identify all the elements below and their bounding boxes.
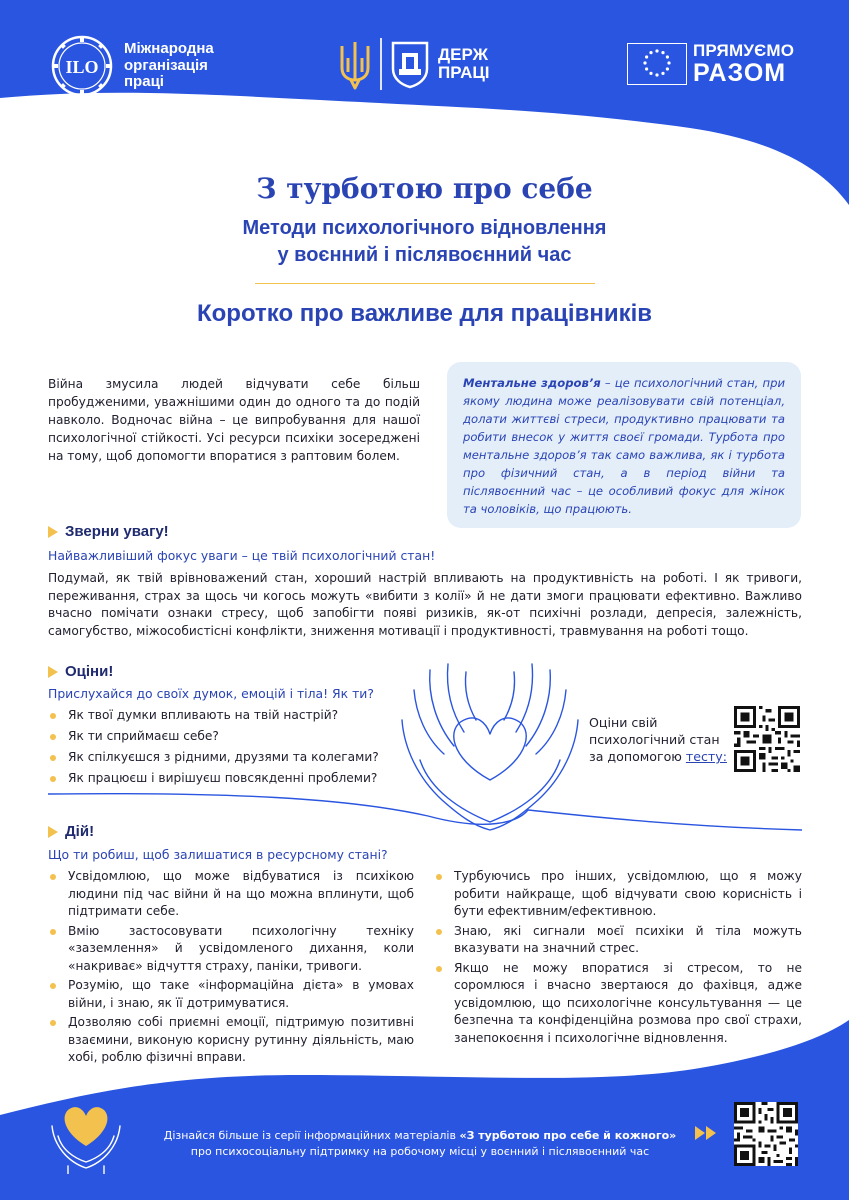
test-link[interactable]: тесту:: [685, 749, 727, 764]
page-title: З турботою про себе: [256, 172, 593, 205]
eu-stars-icon: [637, 47, 677, 81]
logo-divider: [380, 38, 382, 90]
footer-text: Дізнайся більше із серії інформаційних матеріалів «З турботою про себе й кожного» про психосоціальну підтримку на робочому місці у воєнний і післявоєнний час: [163, 1129, 677, 1158]
list-item: Знаю, які сигнали моєї психіки й тіла можуть вказувати на значний стрес.: [434, 923, 802, 958]
page-subtitle: Методи психологічного відновлення у воєнний і післявоєнний час: [242, 217, 607, 266]
list-item: Усвідомлюю, що може відбуватися із психікою людини під час війни й на що можна вплинути, щоб підтримати себе.: [48, 868, 414, 921]
ilo-logo-block: [50, 34, 214, 98]
act-list-right: [434, 868, 802, 1049]
assess-list: [48, 707, 408, 791]
title-block: [0, 172, 849, 328]
list-item: Як твої думки впливають на твій настрій?: [48, 707, 408, 725]
hands-heart-illustration-icon: [390, 650, 590, 840]
attention-heading: Зверни увагу!: [48, 523, 169, 540]
svg-text:ILO: ILO: [65, 57, 99, 77]
intro-paragraph: Війна змусила людей відчувати себе більш пробудженими, уважнішими один до одного та до подій навколо. Водночас війна – це випробування для нашої психологічної стійкості. Усі ресурси психіки зосереджені на тому, щоб допомогти впоратися з раптовим болем.: [48, 377, 420, 463]
list-item: Як спілкуєшся з рідними, друзями та колегами?: [48, 749, 408, 767]
eu-flag-icon: [627, 43, 687, 85]
list-item: Турбуючись про інших, усвідомлюю, що я можу робити найкраще, щоб відчувати свою корисність і бути ефективним/ефективною.: [434, 868, 802, 921]
heart-hands-icon: [48, 1096, 124, 1174]
attention-subheading: Найважливіший фокус уваги – це твій психологічний стан!: [48, 548, 436, 563]
mental-health-definition: Ментальне здоров’я – це психологічний стан, при якому людина може реалізовувати свій потенціал, долати життєві стреси, продуктивно працювати та робити внесок у життя своєї громади. Турбота про ментальне здоров’я так само важлива, як і турбота про фізичний стан, а в період війни та післявоєнний час – це особливий фокус для жінок та чоловіків, що працюють.: [463, 376, 785, 516]
list-item: Якщо не можу впоратися зі стресом, то не соромлюся і вчасно звертаюся до фахівця, адже усвідомлюю, що психологічне консультування — це безпечна та конфіденційна розмова про свої страхи, занепокоєння і психологічне відновлення.: [434, 960, 802, 1048]
mental-health-term: Ментальне здоров’я: [463, 376, 601, 390]
qr-code-test-icon[interactable]: [734, 706, 800, 772]
ilo-emblem-icon: [50, 34, 114, 98]
triangle-bullet-icon: [48, 526, 58, 538]
act-heading: Дій!: [48, 823, 94, 840]
title-divider: [255, 283, 595, 284]
qr-code-series-icon[interactable]: [734, 1102, 798, 1166]
list-item: Як ти сприймаєш себе?: [48, 728, 408, 746]
act-list-left: [48, 868, 414, 1069]
triangle-bullet-icon: [48, 826, 58, 838]
derzhpratsi-name: ДЕРЖ ПРАЦІ: [438, 45, 490, 82]
assess-heading: Оціни!: [48, 663, 113, 680]
header: [0, 0, 849, 120]
mental-health-definition-box: [447, 362, 801, 528]
list-item: Дозволяю собі приємні емоції, підтримую позитивні взаємини, виконую корисну рутинну діяльність, маю хобі, роблю фізичні вправи.: [48, 1014, 414, 1067]
ilo-name: Міжнародна організація праці: [124, 40, 214, 91]
assess-subheading: Прислухайся до своїх думок, емоцій і тіла! Як ти?: [48, 686, 374, 701]
list-item: Вмію застосовувати психологічну техніку «заземлення» й усвідомленого дихання, коли «накриває» відчуття страху, паніки, тривоги.: [48, 923, 414, 976]
derzhpratsi-shield-icon: [390, 39, 430, 89]
eu-slogan: ПРЯМУЄМО РАЗОМ: [693, 41, 795, 87]
trident-icon: [338, 38, 372, 90]
list-item: Як працюєш і вирішуєш повсякденні проблеми?: [48, 770, 408, 788]
list-item: Розумію, що таке «інформаційна дієта» в умовах війни, і знаю, як її дотримуватися.: [48, 977, 414, 1012]
fast-forward-icon: [695, 1126, 717, 1140]
act-subheading: Що ти робиш, щоб залишатися в ресурсному стані?: [48, 847, 388, 862]
attention-paragraph: Подумай, як твій врівноважений стан, хороший настрій впливають на продуктивність на роботі. І як тривоги, переживання, страх за щось чи когось можуть «вибити з колії» й не дати змоги працювати ефективно. Важливо вчасно помічати ознаки стресу, щоб запобігти появі ризиків, як-от психічні розлади, депресія, залежність, самогубство, міжособистісні конфлікти, зниження мотивації і продуктивності, травмування на роботі тощо.: [48, 571, 802, 638]
ukraine-dp-logo-block: [338, 38, 489, 90]
qr-caption: Оціни свій психологічний стан за допомогою тесту:: [589, 715, 727, 764]
triangle-bullet-icon: [48, 666, 58, 678]
section-title: Коротко про важливе для працівників: [196, 300, 653, 327]
eu-logo-block: [627, 42, 794, 86]
